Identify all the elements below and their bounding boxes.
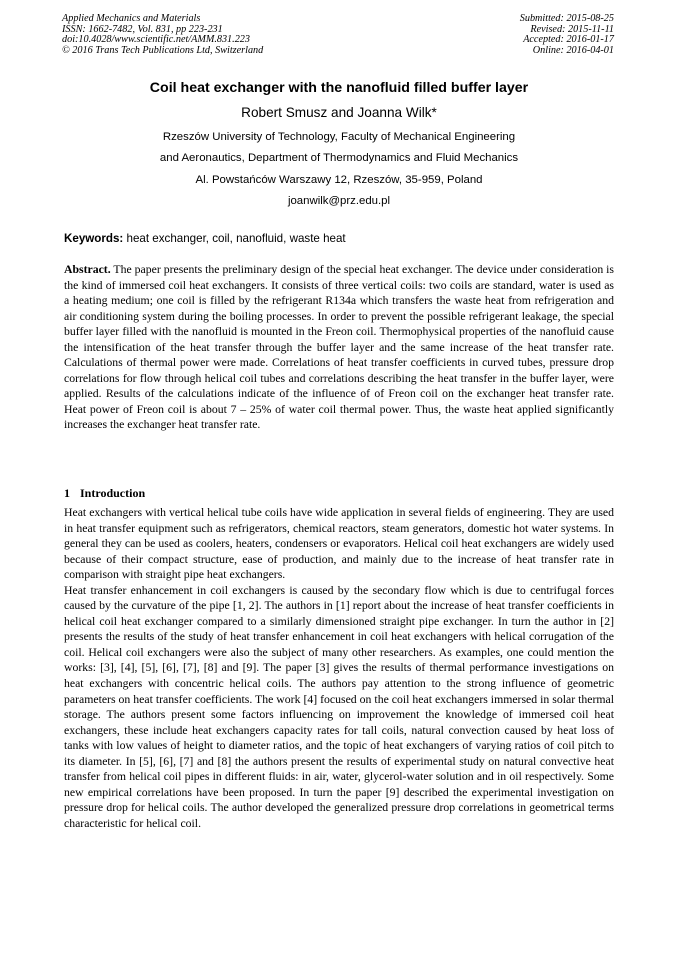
- paper-authors: Robert Smusz and Joanna Wilk*: [241, 105, 437, 120]
- keywords-text: heat exchanger, coil, nanofluid, waste heat: [123, 232, 346, 245]
- affiliation-line-3: Al. Powstańców Warszawy 12, Rzeszów, 35-959, Poland: [195, 174, 483, 186]
- author-email[interactable]: joanwilk@prz.edu.pl: [287, 195, 391, 207]
- publication-dates: [520, 14, 614, 56]
- keywords: [64, 232, 346, 245]
- journal-doi: doi:10.4028/www.scientific.net/AMM.831.223: [62, 34, 250, 46]
- keywords-label: Keywords:: [64, 232, 124, 245]
- intro-paragraph-1: Heat exchangers with vertical helical tube coils have wide application in several fields of engineering. They are used in heat transfer equipment such as refrigerators, chemical reactors, steam generators, domestic hot water systems. In general they can be used as coolers, heaters, condensers or evaporators. Helical coil heat exchangers are widely used because of their compact structure, ease of production, and mainly due to the increase of heat transfer rate in comparison with straight pipe heat exchangers.: [64, 506, 614, 582]
- journal-copyright: © 2016 Trans Tech Publications Ltd, Switzerland: [62, 44, 264, 56]
- introduction-body: [64, 505, 614, 831]
- journal-issn: ISSN: 1662-7482, Vol. 831, pp 223-231: [62, 23, 223, 35]
- date-online: Online: 2016-04-01: [532, 44, 614, 56]
- intro-paragraph-2: Heat transfer enhancement in coil exchangers is caused by the secondary flow which is due to centrifugal forces caused by the curvature of the pipe [1, 2]. The authors in [1] report about the increase of heat transfer coefficients in helical coil heat exchanger compared to a similarly dimensioned straight pipe exchanger. In turn the author in [2] presents the results of the study of heat transfer enhancement in coil heat exchangers with helical corrugation of the coil. Helical coil exchangers were also the subject of many other researchers. As examples, one could mention the works: [3], [4], [5], [6], [7], [8] and [9]. The paper [3] gives the results of thermal performance investigations on heat exchangers with concentric helical coils. The authors pay attention to the strong influence of geometric parameters on heat transfer coefficients. The work [4] focused on the coil heat exchangers immersed in solar thermal storage. The authors present some factors influencing on improvement the knowledge of immersed coil heat exchangers, these include heat exchangers capacity rates for tall coils, natural convection caused by heat loss of tanks with low values of height to diameter ratios, and the topic of heat exchangers of varying ratios of coil pitch to its diameter. In [5], [6], [7] and [8] the authors present the results of experimental study on natural convective heat transfer from helical coil pipes in different fluids: in air, water, glycerol-water solution and in oil respectively. Some new empirical correlations have been proposed. In turn the paper [9] described the experimental investigation on pressure drop for helical coils. The author developed the generalized pressure drop correlations in geometrical terms characteristic for helical coil.: [64, 583, 614, 830]
- affiliation-line-2: and Aeronautics, Department of Thermodynamics and Fluid Mechanics: [159, 152, 519, 164]
- affiliation-line-1: Rzeszów University of Technology, Faculty of Mechanical Engineering: [162, 131, 516, 143]
- journal-info: [62, 14, 263, 56]
- section-heading-introduction: [64, 486, 145, 501]
- paper-title: Coil heat exchanger with the nanofluid filled buffer layer: [149, 80, 529, 96]
- abstract: [64, 262, 614, 433]
- date-revised: Revised: 2015-11-11: [530, 23, 614, 35]
- date-submitted: Submitted: 2015-08-25: [519, 13, 614, 24]
- journal-name: Applied Mechanics and Materials: [62, 13, 201, 24]
- abstract-label: Abstract.: [64, 263, 111, 276]
- abstract-text: The paper presents the preliminary design of the special heat exchanger. The device under consideration is the kind of immersed coil heat exchangers. It consists of three vertical coils: two coils are standard, water is used as a heating medium; one coil is filled by the refrigerant R134a which transfers the waste heat from refrigeration and air conditioning system during the boiling processes. In order to prevent the possible refrigerant leakage, the special buffer layer filled with the nanofluid is mounted in the Freon coil. Thermophysical properties of the nanofluid cause the intensification of the heat transfer through the buffer layer and the same increase of the heat transfer rate. Calculations of thermal power were made. Correlations of heat transfer coefficients in curved tubes, pressure drop correlations for flow through helical coil tubes and correlations describing the heat transfer in the buffer layer, were applied. Results of the calculations indicate of the influence of of Freon coil on the exchanger heat transfer rate. Heat power of Freon coil is about 7 – 25% of water coil thermal power. Thus, the waste heat applied significantly increases the exchanger heat transfer rate.: [64, 263, 614, 432]
- section-number: 1: [64, 486, 70, 500]
- date-accepted: Accepted: 2016-01-17: [523, 34, 614, 46]
- section-title: Introduction: [80, 486, 146, 500]
